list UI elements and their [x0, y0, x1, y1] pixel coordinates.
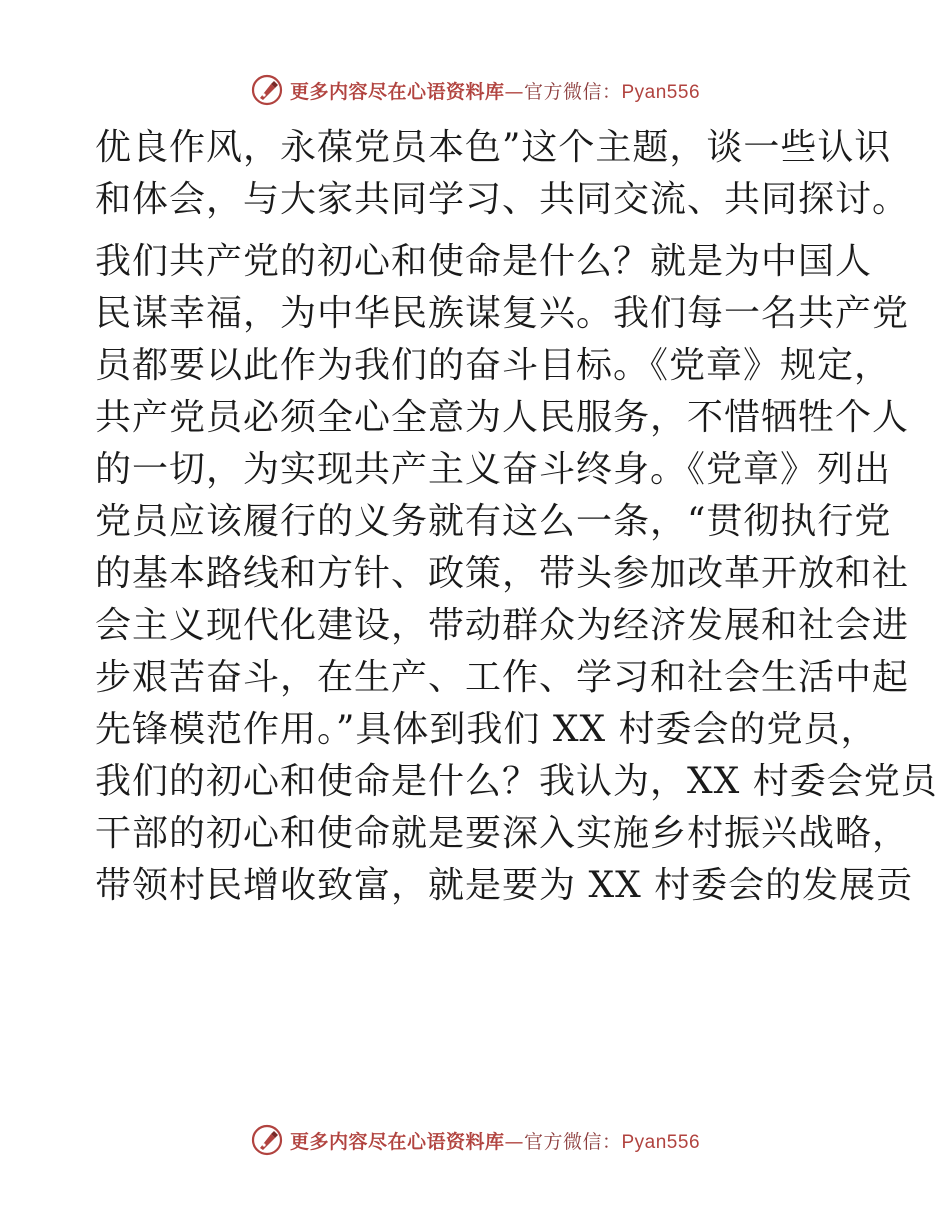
header-banner	[0, 70, 950, 110]
footer-banner	[0, 1120, 950, 1160]
pen-nib-logo-icon	[250, 73, 284, 107]
text-line: 员都要以此作为我们的奋斗目标。《党章》规定，	[95, 345, 892, 386]
text-line: 和体会，与大家共同学习、共同交流、共同探讨。	[95, 179, 910, 220]
banner-main-text: 更多内容尽在心语资料库	[289, 1130, 505, 1153]
text-line: 带领村民增收致富，就是要为 XX 村委会的发展贡	[95, 865, 914, 906]
text-line: 优良作风，永葆党员本色”这个主题，谈一些认识	[95, 127, 892, 168]
banner-wechat-id: Pyan556	[621, 81, 701, 103]
banner-dash: —	[504, 80, 524, 103]
paragraph	[95, 122, 910, 226]
text-line: 我们的初心和使命是什么？我认为，XX 村委会党员	[95, 761, 938, 802]
banner-text	[290, 1127, 700, 1154]
paragraph	[95, 236, 938, 912]
text-line: 会主义现代化建设，带动群众为经济发展和社会进	[95, 605, 910, 646]
text-line: 步艰苦奋斗，在生产、工作、学习和社会生活中起	[95, 657, 910, 698]
text-line: 民谋幸福，为中华民族谋复兴。我们每一名共产党	[95, 293, 910, 334]
text-line: 干部的初心和使命就是要深入实施乡村振兴战略，	[95, 813, 910, 854]
text-line: 的基本路线和方针、政策，带头参加改革开放和社	[95, 553, 910, 594]
document-body	[95, 122, 938, 912]
banner-wechat-label: 官方微信：	[523, 1130, 622, 1153]
text-line: 的一切，为实现共产主义奋斗终身。《党章》列出	[95, 449, 892, 490]
text-line: 我们共产党的初心和使命是什么？就是为中国人	[95, 241, 873, 282]
banner-wechat-id: Pyan556	[621, 1131, 701, 1153]
text-line: 先锋模范作用。”具体到我们 XX 村委会的党员，	[95, 709, 878, 750]
banner-text	[290, 77, 700, 104]
text-line: 党员应该履行的义务就有这么一条，“贯彻执行党	[95, 501, 892, 542]
paragraph-gap	[95, 226, 865, 236]
banner-main-text: 更多内容尽在心语资料库	[289, 80, 505, 103]
pen-nib-logo-icon	[250, 1123, 284, 1157]
banner-wechat-label: 官方微信：	[523, 80, 622, 103]
text-line: 共产党员必须全心全意为人民服务，不惜牺牲个人	[95, 397, 910, 438]
banner-dash: —	[504, 1130, 524, 1153]
